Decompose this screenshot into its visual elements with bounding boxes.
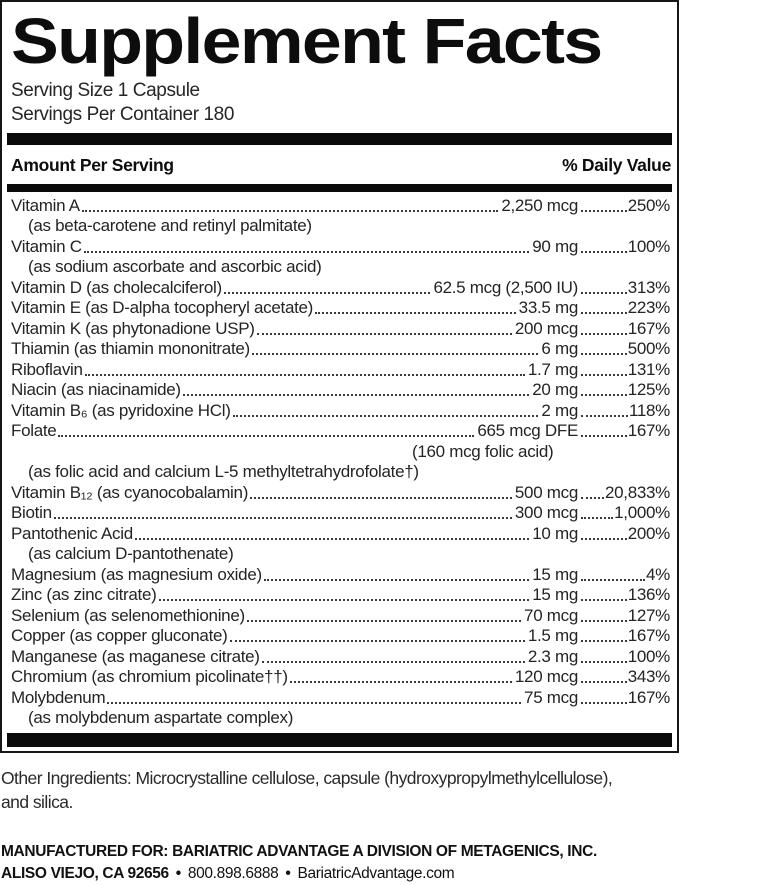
nutrient-name: Chromium (as chromium picolinate††) — [11, 667, 288, 686]
nutrient-row — [2, 667, 677, 688]
nutrient-daily-value: 125% — [627, 380, 670, 399]
divider-bar-bottom — [7, 733, 672, 747]
dot-leader — [230, 640, 525, 642]
nutrient-row — [2, 605, 677, 626]
dot-leader — [581, 599, 627, 601]
amount-equivalence-note — [2, 441, 677, 462]
dot-leader — [581, 702, 627, 704]
note-text: (as calcium D-pantothenate) — [28, 544, 234, 563]
other-ingredients-line-1: Other Ingredients: Microcrystalline cellulose, capsule (hydroxypropylmethylcellulose), — [1, 768, 613, 788]
dot-leader — [581, 661, 627, 663]
dot-leader — [581, 620, 627, 622]
nutrient-amount: 300 mcg — [514, 503, 578, 522]
nutrient-daily-value: 313% — [627, 277, 670, 297]
nutrient-amount: 15 mg — [532, 585, 578, 604]
nutrient-tail — [578, 401, 670, 421]
nutrient-source-note — [2, 544, 677, 565]
divider-bar-header — [7, 184, 672, 192]
dot-leader — [159, 599, 530, 601]
nutrient-amount: 2.3 mg — [527, 646, 578, 666]
note-text: (160 mcg folic acid) — [412, 441, 554, 461]
nutrient-row — [2, 421, 677, 442]
nutrient-name: Molybdenum — [11, 687, 106, 707]
nutrient-tail — [578, 360, 670, 380]
nutrient-tail — [578, 278, 670, 298]
nutrient-daily-value: 223% — [627, 298, 670, 317]
nutrient-name: Copper (as copper gluconate) — [11, 626, 228, 645]
nutrient-tail — [578, 380, 670, 400]
dot-leader — [581, 497, 604, 499]
nutrient-daily-value: 167% — [627, 626, 670, 645]
manufacturer-phone: 800.898.6888 — [187, 865, 279, 882]
amount-per-serving-header: Amount Per Serving — [11, 155, 174, 175]
dot-leader — [250, 497, 512, 499]
nutrient-amount: 15 mg — [532, 564, 578, 584]
nutrient-daily-value: 200% — [627, 523, 670, 543]
dot-leader — [107, 702, 521, 704]
nutrient-row — [2, 482, 677, 503]
nutrient-amount: 75 mcg — [524, 687, 578, 707]
manufacturer-website: BariatricAdvantage.com — [297, 865, 455, 882]
nutrient-row — [2, 564, 677, 585]
nutrient-daily-value: 167% — [627, 318, 670, 338]
manufacturer-address: ALISO VIEJO, CA 92656 — [1, 865, 169, 882]
nutrient-amount: 10 mg — [532, 523, 578, 543]
nutrient-source-note — [2, 708, 677, 729]
nutrient-name: Riboflavin — [11, 359, 83, 379]
nutrient-tail — [578, 606, 670, 626]
dot-leader — [262, 661, 525, 663]
nutrient-daily-value: 1,000% — [614, 503, 670, 522]
nutrient-tail — [578, 421, 670, 441]
nutrient-row — [2, 626, 677, 647]
nutrient-tail — [578, 339, 670, 359]
nutrient-tail — [578, 298, 670, 318]
nutrient-name: Vitamin B₁₂ (as cyanocobalamin) — [11, 482, 249, 502]
dot-leader — [54, 517, 512, 519]
nutrient-amount: 90 mg — [532, 236, 578, 256]
note-text: (as beta-carotene and retinyl palmitate) — [28, 216, 312, 235]
nutrient-name: Folate — [11, 421, 57, 440]
nutrient-name: Selenium (as selenomethionine) — [11, 605, 245, 625]
nutrient-row — [2, 380, 677, 401]
nutrient-row — [2, 503, 677, 524]
dot-leader — [581, 681, 627, 683]
nutrient-daily-value: 167% — [627, 421, 670, 440]
dot-leader — [183, 394, 529, 396]
daily-value-header: % Daily Value — [562, 155, 671, 175]
bullet-separator: • — [175, 865, 181, 882]
manufacturer-line: MANUFACTURED FOR: BARIATRIC ADVANTAGE A DIVISION OF METAGENICS, INC. — [1, 843, 597, 860]
dot-leader — [581, 312, 627, 314]
nutrient-tail — [578, 565, 670, 585]
dot-leader — [233, 415, 539, 417]
nutrient-name: Zinc (as zinc citrate) — [11, 585, 157, 604]
nutrient-row — [2, 359, 677, 380]
dot-leader — [581, 640, 627, 642]
dot-leader — [315, 312, 516, 314]
nutrient-tail — [578, 647, 670, 667]
nutrient-name: Vitamin C — [11, 236, 82, 256]
dot-leader — [58, 435, 474, 437]
note-text: (as molybdenum aspartate complex) — [28, 708, 294, 727]
nutrient-row — [2, 236, 677, 257]
dot-leader — [581, 579, 645, 581]
nutrient-daily-value: 4% — [646, 564, 670, 584]
dot-leader — [82, 210, 499, 212]
nutrient-row — [2, 318, 677, 339]
nutrient-amount: 665 mcg DFE — [477, 421, 578, 440]
nutrient-row — [2, 339, 677, 360]
nutrient-row — [2, 298, 677, 319]
nutrient-name: Thiamin (as thiamin mononitrate) — [11, 339, 250, 358]
note-text: (as sodium ascorbate and ascorbic acid) — [28, 257, 322, 276]
dot-leader — [252, 353, 539, 355]
dot-leader — [224, 292, 431, 294]
bullet-separator: • — [285, 865, 291, 882]
nutrient-row — [2, 523, 677, 544]
nutrient-daily-value: 100% — [627, 236, 670, 256]
dot-leader — [581, 333, 627, 335]
nutrient-name: Pantothenic Acid — [11, 523, 133, 543]
serving-size-line: Serving Size 1 Capsule — [11, 80, 200, 101]
dot-leader — [84, 251, 530, 253]
nutrient-row — [2, 687, 677, 708]
nutrient-tail — [578, 524, 670, 544]
dot-leader — [581, 415, 628, 417]
dot-leader — [264, 579, 529, 581]
dot-leader — [581, 292, 627, 294]
nutrient-row — [2, 277, 677, 298]
nutrient-amount: 500 mcg — [514, 482, 578, 502]
nutrient-row — [2, 400, 677, 421]
nutrient-tail — [578, 688, 670, 708]
dot-leader — [581, 251, 627, 253]
nutrient-tail — [578, 483, 670, 503]
nutrient-tail — [578, 667, 670, 687]
nutrient-amount: 20 mg — [532, 380, 578, 399]
contact-line — [1, 863, 679, 885]
nutrient-name: Niacin (as niacinamide) — [11, 380, 181, 399]
nutrient-amount: 62.5 mcg (2,500 IU) — [433, 277, 578, 297]
nutrient-row — [2, 585, 677, 606]
nutrient-source-note — [2, 257, 677, 278]
nutrient-tail — [578, 237, 670, 257]
nutrient-name: Magnesium (as magnesium oxide) — [11, 564, 262, 584]
nutrient-source-note — [2, 462, 677, 483]
other-ingredients-line-2: and silica. — [1, 792, 73, 812]
nutrient-amount: 2 mg — [541, 400, 578, 420]
nutrient-name: Biotin — [11, 503, 52, 522]
manufacturer-block — [0, 841, 679, 885]
nutrient-row — [2, 195, 677, 216]
nutrient-daily-value: 100% — [627, 646, 670, 666]
column-header-row — [2, 145, 677, 184]
nutrient-tail — [578, 585, 670, 605]
note-text: (as folic acid and calcium L-5 methyltetrahydrofolate†) — [28, 462, 419, 481]
nutrient-amount: 1.7 mg — [527, 359, 578, 379]
nutrient-amount: 1.5 mg — [527, 626, 578, 645]
nutrient-daily-value: 20,833% — [604, 482, 670, 502]
nutrient-amount: 120 mcg — [514, 667, 578, 686]
nutrient-rows — [2, 192, 677, 728]
nutrient-name: Manganese (as maganese citrate) — [11, 646, 260, 666]
dot-leader — [581, 517, 613, 519]
other-ingredients-paragraph — [0, 766, 679, 814]
nutrient-name: Vitamin K (as phytonadione USP) — [11, 318, 255, 338]
dot-leader — [581, 394, 627, 396]
nutrient-daily-value: 118% — [628, 400, 670, 420]
dot-leader — [257, 333, 512, 335]
servings-per-container-line: Servings Per Container 180 — [11, 103, 235, 125]
dot-leader — [135, 538, 529, 540]
divider-bar-top — [7, 133, 672, 145]
dot-leader — [290, 681, 512, 683]
dot-leader — [581, 538, 627, 540]
nutrient-daily-value: 500% — [627, 339, 670, 358]
nutrient-row — [2, 646, 677, 667]
nutrient-name: Vitamin B₆ (as pyridoxine HCl) — [11, 400, 231, 420]
nutrient-daily-value: 127% — [627, 605, 670, 625]
nutrient-tail — [578, 319, 670, 339]
nutrient-name: Vitamin A — [11, 195, 80, 215]
nutrient-amount: 200 mcg — [514, 318, 578, 338]
nutrient-amount: 6 mg — [541, 339, 578, 358]
nutrient-tail — [578, 196, 670, 216]
dot-leader — [581, 435, 627, 437]
dot-leader — [85, 374, 525, 376]
nutrient-tail — [578, 503, 670, 523]
nutrient-amount: 70 mcg — [524, 605, 578, 625]
nutrient-daily-value: 167% — [627, 687, 670, 707]
nutrient-name: Vitamin E (as D-alpha tocopheryl acetate) — [11, 298, 314, 317]
nutrient-daily-value: 136% — [627, 585, 670, 604]
nutrient-source-note — [2, 216, 677, 237]
dot-leader — [581, 210, 627, 212]
nutrient-daily-value: 131% — [627, 359, 670, 379]
dot-leader — [581, 353, 627, 355]
dot-leader — [247, 620, 521, 622]
nutrient-amount: 2,250 mcg — [501, 195, 578, 215]
nutrient-tail — [578, 626, 670, 646]
nutrient-daily-value: 250% — [627, 195, 670, 215]
nutrient-amount: 33.5 mg — [518, 298, 578, 317]
nutrient-name: Vitamin D (as cholecalciferol) — [11, 277, 222, 297]
dot-leader — [581, 374, 627, 376]
supplement-facts-title: Supplement Facts — [10, 5, 602, 77]
nutrient-daily-value: 343% — [627, 667, 670, 686]
